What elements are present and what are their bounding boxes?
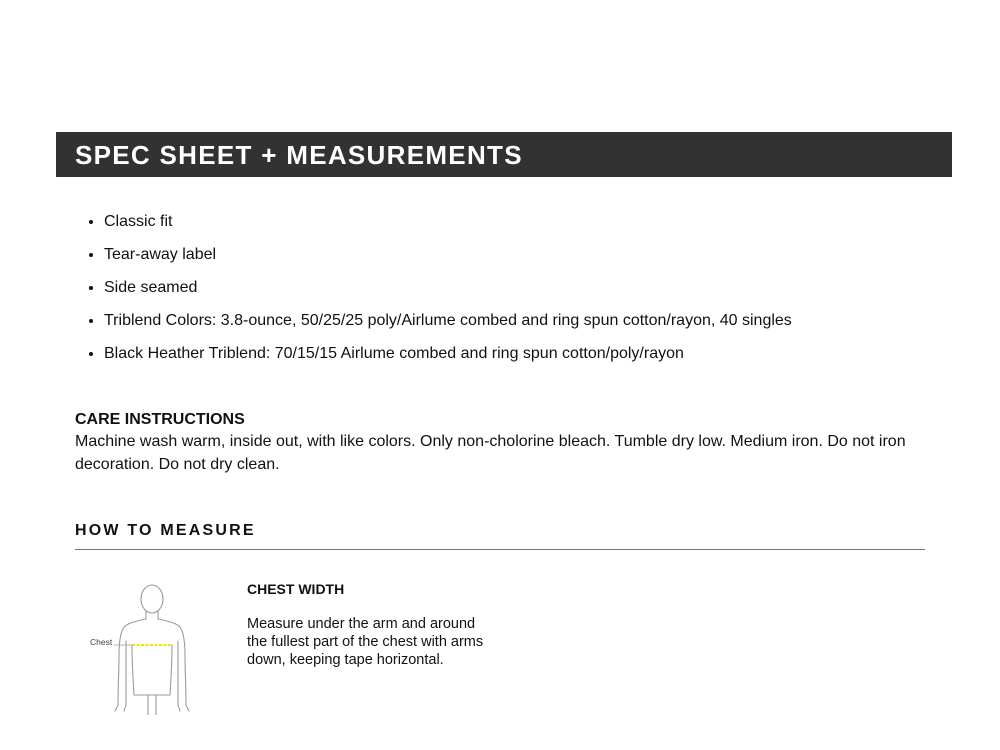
feature-item: • Black Heather Triblend: 70/15/15 Airlume combed and ring spun cotton/poly/rayon: [104, 337, 792, 370]
spec-sheet-banner: [56, 132, 952, 177]
care-text: Machine wash warm, inside out, with like colors. Only non-cholorine bleach. Tumble dry low. Medium iron. Do not iron decoration. Do not dry clean.: [75, 433, 906, 473]
chest-width-title: CHEST WIDTH: [247, 581, 345, 597]
feature-item: • Side seamed: [104, 271, 792, 304]
feature-item: • Triblend Colors: 3.8-ounce, 50/25/25 poly/Airlume combed and ring spun cotton/rayon, 40 singles: [104, 304, 792, 337]
feature-item: • Tear-away label: [104, 238, 792, 271]
care-section: [75, 409, 925, 476]
care-heading: CARE INSTRUCTIONS: [75, 411, 245, 428]
feature-item: • Classic fit: [104, 205, 792, 238]
chest-width-text: Measure under the arm and around the fullest part of the chest with arms down, keeping tape horizontal.: [247, 616, 484, 668]
how-to-measure-heading: HOW TO MEASURE: [75, 522, 256, 539]
body-outline-figure: [88, 583, 198, 715]
feature-list: [76, 205, 792, 370]
page-title: SPEC SHEET + MEASUREMENTS: [75, 140, 523, 170]
chest-width-block: [247, 580, 492, 669]
how-to-measure-header: [75, 520, 925, 550]
figure-chest-label: Chest: [90, 637, 113, 647]
